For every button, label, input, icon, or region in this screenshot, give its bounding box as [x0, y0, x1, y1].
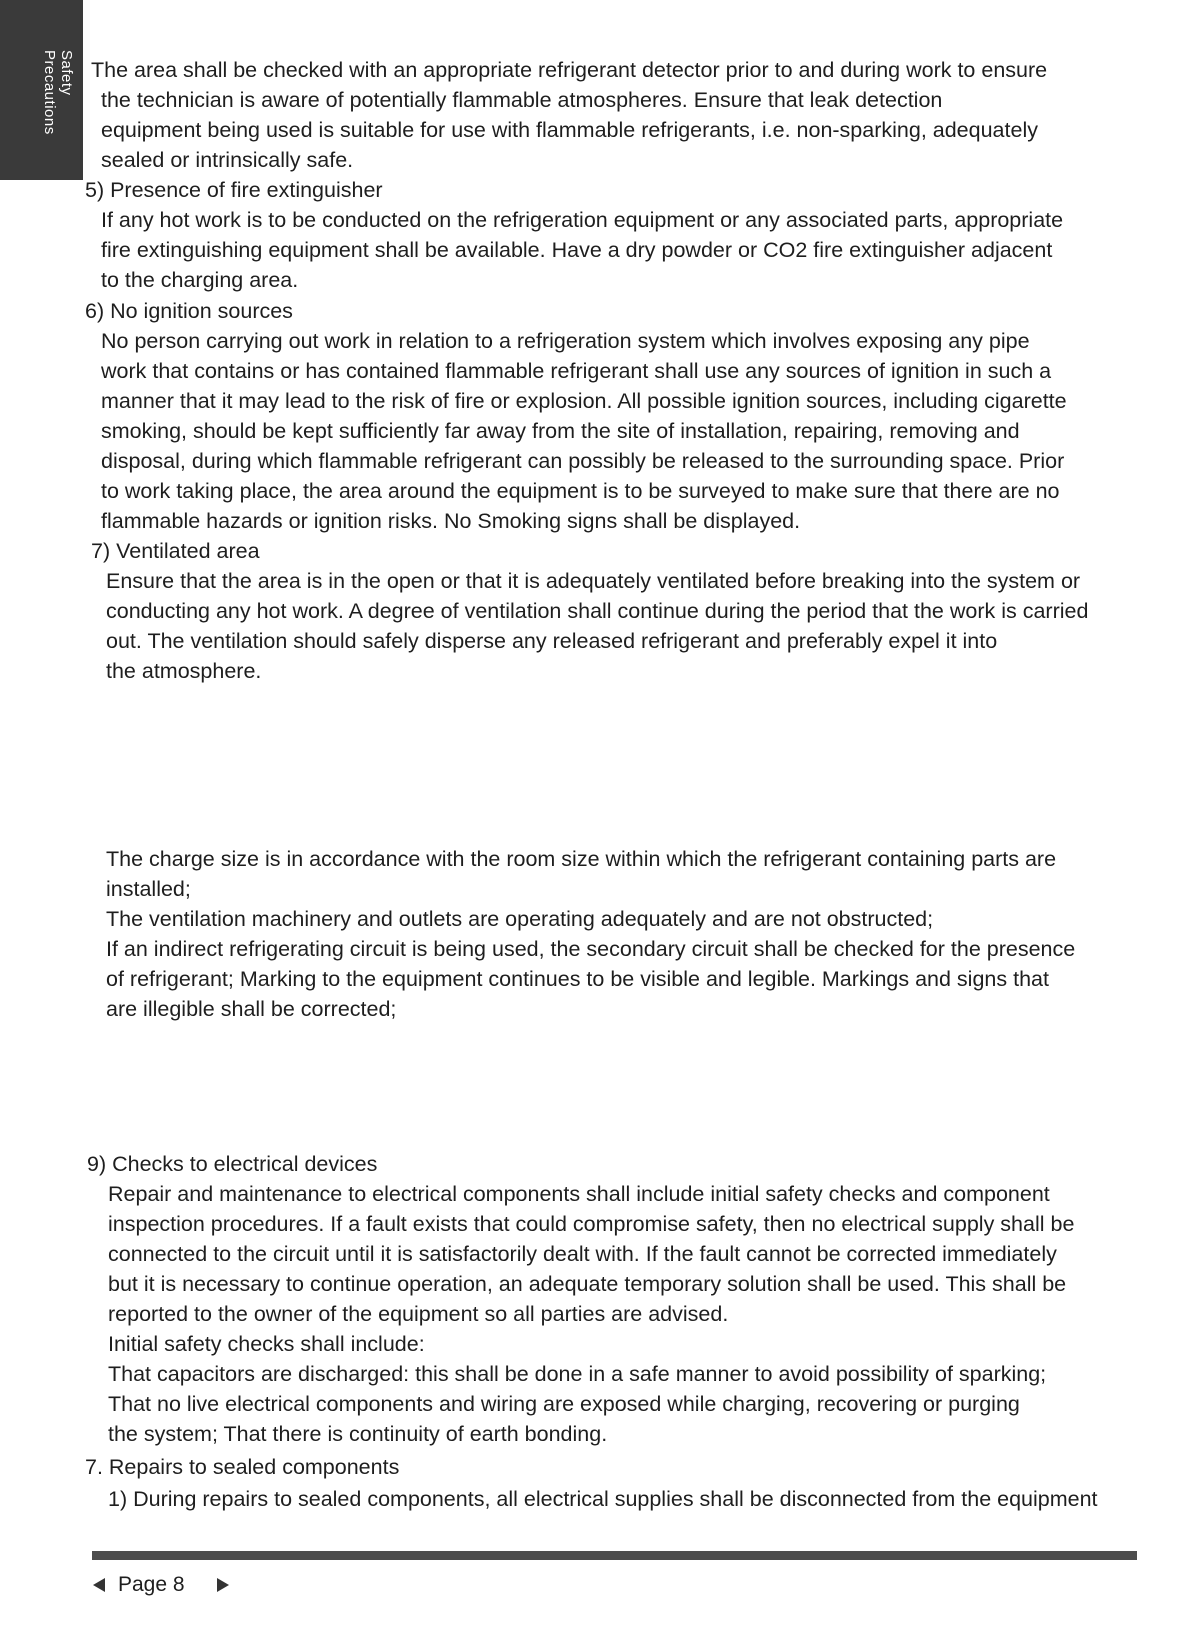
body-line: Repair and maintenance to electrical components shall include initial safety checks and component: [108, 1182, 1050, 1206]
body-line: That capacitors are discharged: this shall be done in a safe manner to avoid possibility of sparking;: [108, 1362, 1047, 1386]
body-line: Ensure that the area is in the open or that it is adequately ventilated before breaking into the system or: [106, 569, 1081, 593]
section-tab-label: [41, 50, 75, 135]
body-line: flammable hazards or ignition risks. No Smoking signs shall be displayed.: [101, 509, 801, 533]
body-line: work that contains or has contained flammable refrigerant shall use any sources of ignition in such a: [101, 359, 1052, 383]
body-line: The area shall be checked with an appropriate refrigerant detector prior to and during work to ensure: [91, 58, 1048, 82]
body-line: out. The ventilation should safely disperse any released refrigerant and preferably expel it into: [106, 629, 998, 653]
body-line: No person carrying out work in relation to a refrigeration system which involves exposing any pipe: [101, 329, 1030, 353]
section-tab-line-1: Safety: [58, 50, 75, 96]
body-line: sealed or intrinsically safe.: [101, 148, 354, 172]
body-line: 1) During repairs to sealed components, all electrical supplies shall be disconnected from the equipment: [108, 1487, 1098, 1511]
section-heading: 6) No ignition sources: [85, 299, 293, 323]
body-line: the technician is aware of potentially flammable atmospheres. Ensure that leak detection: [101, 88, 943, 112]
section-heading: 5) Presence of fire extinguisher: [85, 178, 383, 202]
body-line: reported to the owner of the equipment so all parties are advised.: [108, 1302, 729, 1326]
section-heading: 9) Checks to electrical devices: [87, 1152, 378, 1176]
section-tab: [0, 0, 83, 180]
footer-divider: [92, 1551, 1137, 1560]
body-line: If any hot work is to be conducted on the refrigeration equipment or any associated parts, appropriate: [101, 208, 1064, 232]
body-line: manner that it may lead to the risk of fire or explosion. All possible ignition sources, including cigarette: [101, 389, 1067, 413]
body-line: disposal, during which flammable refrigerant can possibly be released to the surrounding space. Prior: [101, 449, 1065, 473]
previous-page-arrow-icon[interactable]: [93, 1578, 105, 1592]
section-heading: 7. Repairs to sealed components: [85, 1455, 400, 1479]
next-page-arrow-icon[interactable]: [217, 1578, 229, 1592]
body-line: connected to the circuit until it is satisfactorily dealt with. If the fault cannot be corrected immediately: [108, 1242, 1057, 1266]
body-line: to the charging area.: [101, 268, 299, 292]
body-line: equipment being used is suitable for use with flammable refrigerants, i.e. non-sparking, adequately: [101, 118, 1038, 142]
body-line: The ventilation machinery and outlets are operating adequately and are not obstructed;: [106, 907, 934, 931]
section-heading: 7) Ventilated area: [91, 539, 260, 563]
body-line: inspection procedures. If a fault exists that could compromise safety, then no electrical supply shall be: [108, 1212, 1075, 1236]
body-line: fire extinguishing equipment shall be available. Have a dry powder or CO2 fire extinguisher adjacent: [101, 238, 1053, 262]
body-line: the system; That there is continuity of earth bonding.: [108, 1422, 608, 1446]
section-tab-line-2: Precautions: [41, 50, 58, 135]
body-line: but it is necessary to continue operation, an adequate temporary solution shall be used. This shall be: [108, 1272, 1067, 1296]
body-line: Initial safety checks shall include:: [108, 1332, 425, 1356]
body-line: If an indirect refrigerating circuit is being used, the secondary circuit shall be checked for the presence: [106, 937, 1076, 961]
body-line: are illegible shall be corrected;: [106, 997, 397, 1021]
body-line: of refrigerant; Marking to the equipment continues to be visible and legible. Markings and signs that: [106, 967, 1049, 991]
body-line: That no live electrical components and wiring are exposed while charging, recovering or purging: [108, 1392, 1020, 1416]
body-line: The charge size is in accordance with the room size within which the refrigerant containing parts are: [106, 847, 1057, 871]
page-number: Page 8: [118, 1573, 185, 1596]
body-line: to work taking place, the area around the equipment is to be surveyed to make sure that there are no: [101, 479, 1060, 503]
body-line: installed;: [106, 877, 191, 901]
body-line: smoking, should be kept sufficiently far away from the site of installation, repairing, removing and: [101, 419, 1020, 443]
body-line: conducting any hot work. A degree of ventilation shall continue during the period that the work is carried: [106, 599, 1089, 623]
body-line: the atmosphere.: [106, 659, 262, 683]
